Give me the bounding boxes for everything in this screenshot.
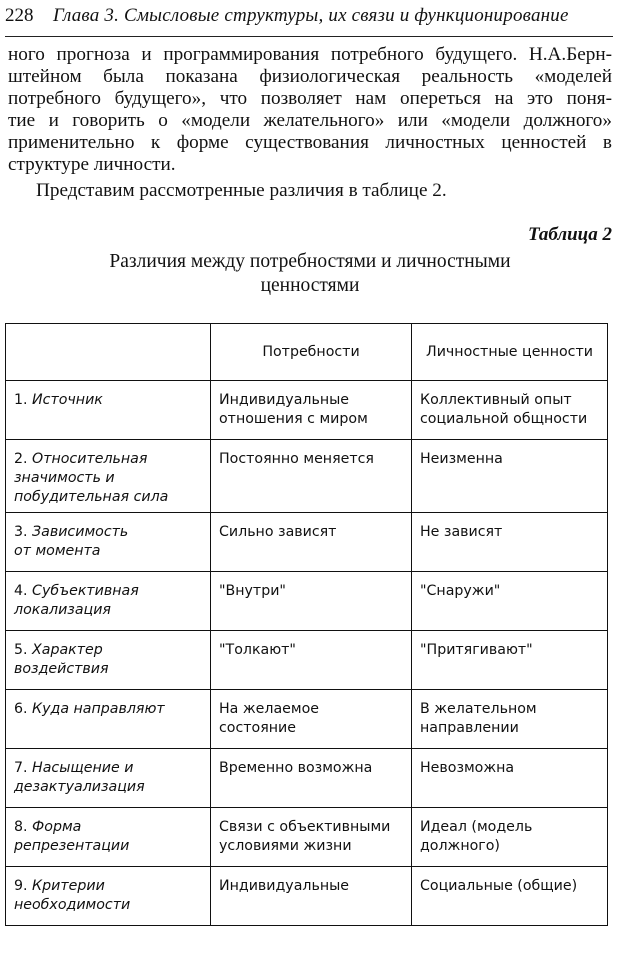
needs-cell [211, 631, 412, 690]
criterion-cell [6, 440, 211, 513]
values-cell [412, 867, 608, 926]
cell-line: 4. Субъективная [14, 583, 139, 599]
cell-line: условиями жизни [219, 838, 352, 854]
criterion-cell [6, 690, 211, 749]
cell-line: необходимости [14, 897, 131, 913]
cell-line: Невозможна [420, 760, 515, 776]
row-number: 6. [14, 701, 33, 717]
needs-cell [211, 867, 412, 926]
criterion-cell [6, 572, 211, 631]
cell-line: "Притягивают" [420, 642, 533, 658]
needs-cell [211, 440, 412, 513]
cell-line: репрезентации [14, 838, 130, 854]
row-number: 8. [14, 819, 33, 835]
table-row [6, 690, 608, 749]
cell-line: дезактуализация [14, 779, 145, 795]
table-row [6, 867, 608, 926]
cell-line: Сильно зависят [219, 524, 337, 540]
cell-line: побудительная сила [14, 489, 169, 505]
needs-cell [211, 572, 412, 631]
cell-line: отношения с миром [219, 411, 368, 427]
text-line: Представим рассмотренные различия в таблице 2. [36, 180, 447, 201]
criterion-cell [6, 381, 211, 440]
cell-line: состояние [219, 720, 296, 736]
values-cell [412, 631, 608, 690]
cell-line: Идеал (модель [420, 819, 533, 835]
text-line: тие и говорить о «модели желательного» или «модели должного» [8, 110, 612, 131]
body-paragraph-intro [36, 180, 612, 202]
page-number: 228 [5, 5, 34, 26]
header-cell-criterion [6, 324, 211, 381]
needs-cell [211, 690, 412, 749]
cell-line: Индивидуальные [219, 392, 350, 408]
running-header [5, 2, 613, 37]
row-number: 4. [14, 583, 33, 599]
table-row [6, 440, 608, 513]
cell-line: 2. Относительная [14, 451, 148, 467]
values-cell [412, 749, 608, 808]
text-line: штейном была показана физиологическая реальность «моделей [8, 66, 612, 87]
criterion-cell [6, 631, 211, 690]
cell-line: Постоянно меняется [219, 451, 374, 467]
table-row [6, 749, 608, 808]
values-cell [412, 381, 608, 440]
cell-line: 5. Характер [14, 642, 103, 658]
values-cell [412, 690, 608, 749]
cell-line: должного) [420, 838, 500, 854]
header-cell-values: Личностные ценности [412, 324, 608, 381]
cell-line: 9. Критерии [14, 878, 105, 894]
cell-line: 7. Насыщение и [14, 760, 134, 776]
values-cell [412, 513, 608, 572]
cell-line: В желательном [420, 701, 537, 717]
cell-line: "Толкают" [219, 642, 296, 658]
cell-line: "Снаружи" [420, 583, 501, 599]
cell-line: направлении [420, 720, 519, 736]
row-number: 3. [14, 524, 33, 540]
cell-line: На желаемое [219, 701, 319, 717]
cell-line: значимость и [14, 470, 115, 486]
table-label: Таблица 2 [527, 224, 612, 245]
values-cell [412, 572, 608, 631]
needs-cell [211, 381, 412, 440]
table-title-line: Различия между потребностями и личностными [109, 251, 511, 272]
cell-line: 3. Зависимость [14, 524, 129, 540]
needs-cell [211, 513, 412, 572]
table-title-line: ценностями [260, 275, 360, 296]
cell-line: Не зависят [420, 524, 503, 540]
table-row [6, 381, 608, 440]
criterion-cell [6, 808, 211, 867]
table-header-row [6, 324, 608, 381]
cell-line: Социальные (общие) [420, 878, 578, 894]
text-line: потребного будущего», что позволяет нам опереться на это поня- [8, 88, 612, 109]
row-number: 7. [14, 760, 33, 776]
needs-cell [211, 749, 412, 808]
needs-cell [211, 808, 412, 867]
cell-line: воздействия [14, 661, 109, 677]
text-line: применительно к форме существования личностных ценностей в [8, 132, 612, 153]
row-number: 9. [14, 878, 33, 894]
table-row [6, 808, 608, 867]
values-cell [412, 440, 608, 513]
table-row [6, 513, 608, 572]
cell-line: 6. Куда направляют [14, 701, 165, 717]
criterion-cell [6, 749, 211, 808]
cell-line: локализация [14, 602, 111, 618]
cell-line: Коллективный опыт [420, 392, 572, 408]
running-title: Глава 3. Смысловые структуры, их связи и функционирование [53, 5, 569, 26]
cell-line: социальной общности [420, 411, 588, 427]
cell-line: Неизменна [420, 451, 503, 467]
row-number: 5. [14, 642, 33, 658]
cell-line: Индивидуальные [219, 878, 350, 894]
cell-line: от момента [14, 543, 101, 559]
text-line: структуре личности. [8, 154, 176, 175]
header-cell-needs: Потребности [211, 324, 412, 381]
values-cell [412, 808, 608, 867]
cell-line: 1. Источник [14, 392, 103, 408]
cell-line: "Внутри" [219, 583, 286, 599]
cell-line: Временно возможна [219, 760, 373, 776]
table-title [0, 250, 620, 298]
table-row [6, 572, 608, 631]
body-paragraph [8, 44, 612, 176]
cell-line: Связи с объективными [219, 819, 391, 835]
criterion-cell [6, 867, 211, 926]
criterion-cell [6, 513, 211, 572]
comparison-table [5, 323, 608, 926]
row-number: 2. [14, 451, 33, 467]
row-number: 1. [14, 392, 33, 408]
text-line: ного прогноза и программирования потребного будущего. Н.А.Берн- [8, 44, 612, 65]
table-row [6, 631, 608, 690]
cell-line: 8. Форма [14, 819, 82, 835]
